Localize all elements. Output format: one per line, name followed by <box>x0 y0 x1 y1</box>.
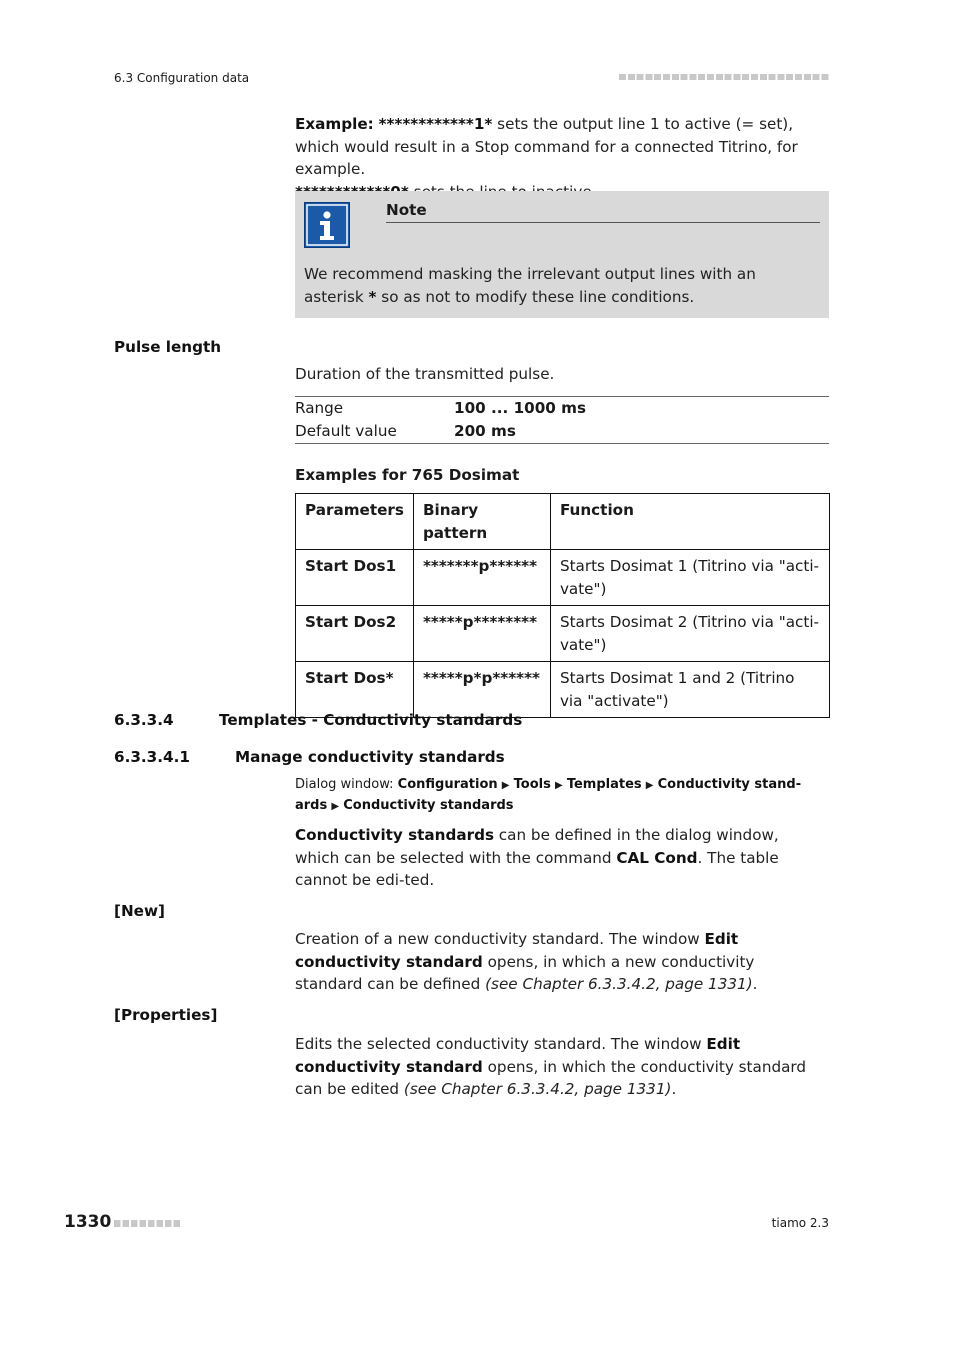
path-arrow-icon: ▶ <box>554 780 563 791</box>
section-6334-number: 6.3.3.4 <box>114 711 174 729</box>
table-row <box>296 550 830 606</box>
path-conductivity-standards: Conductivity standards <box>343 798 514 813</box>
intro-text-2: . The table cannot be edi-ted. <box>295 848 779 889</box>
default-label: Default value <box>295 422 397 440</box>
table-header-row <box>296 494 830 550</box>
param-cell: Start Dos2 <box>296 606 414 662</box>
section-63341-number: 6.3.3.4.1 <box>114 748 190 766</box>
properties-window-name: Edit conductivity standard <box>295 1035 741 1076</box>
pulse-description: Duration of the transmitted pulse. <box>295 365 555 383</box>
pulse-property-table <box>295 396 829 444</box>
param-cell: Start Dos* <box>296 662 414 718</box>
path-templates: Templates <box>566 777 642 792</box>
col-header-parameters: Parameters <box>296 494 414 550</box>
section-6334-title: Templates - Conductivity standards <box>219 711 523 729</box>
new-text-2: opens, in which a new conductivity standard can be defined <box>295 952 755 993</box>
table-row <box>296 606 830 662</box>
default-value: 200 ms <box>454 422 516 440</box>
pattern-cell: *****p******** <box>413 606 550 662</box>
properties-text-2: opens, in which the conductivity standard can be edited <box>295 1057 807 1098</box>
new-text-3: . <box>752 975 758 993</box>
new-window-name: Edit conductivity standard <box>295 930 739 971</box>
new-text-1: Creation of a new conductivity standard. The window <box>295 930 705 948</box>
function-cell: Starts Dosimat 1 (Titrino via "acti-vate") <box>550 550 829 606</box>
pattern-cell: *******p****** <box>413 550 550 606</box>
new-chapter-link[interactable]: (see Chapter 6.3.3.4.2, page 1331) <box>485 975 753 993</box>
properties-text-1: Edits the selected conductivity standard. The window <box>295 1035 707 1053</box>
note-text-part-2: so as not to modify these line conditions. <box>376 287 695 306</box>
range-value: 100 ... 1000 ms <box>454 399 587 417</box>
range-row <box>295 397 829 420</box>
section-63341-title: Manage conductivity standards <box>235 748 505 766</box>
header-dots-decoration <box>619 74 829 80</box>
new-heading: [New] <box>114 902 165 920</box>
example-text-1: sets the output line 1 to active (= set), which would result in a Stop command for a connected Titrino, for example. <box>295 115 798 178</box>
dosimat-table <box>295 493 830 718</box>
note-title: Note <box>386 201 427 219</box>
note-asterisk: * <box>368 287 377 306</box>
intro-paragraph <box>295 824 823 892</box>
function-cell: Starts Dosimat 2 (Titrino via "acti-vate") <box>550 606 829 662</box>
note-divider <box>386 222 820 223</box>
footer-dots-decoration <box>114 1220 182 1227</box>
example-label: Example: <box>295 115 374 133</box>
properties-text-3: . <box>671 1080 677 1098</box>
path-conductivity-standards-folder: Conductivity stand-ards <box>295 777 802 813</box>
note-text <box>304 263 819 308</box>
dosimat-table-title: Examples for 765 Dosimat <box>295 466 520 484</box>
properties-heading: [Properties] <box>114 1006 218 1024</box>
running-header: 6.3 Configuration data <box>114 71 250 85</box>
path-tools: Tools <box>513 777 551 792</box>
pulse-length-heading: Pulse length <box>114 338 222 356</box>
pattern-cell: *****p*p****** <box>413 662 550 718</box>
table-row <box>296 662 830 718</box>
intro-bold-1: Conductivity standards <box>295 826 494 844</box>
param-cell: Start Dos1 <box>296 550 414 606</box>
path-arrow-icon: ▶ <box>645 780 654 791</box>
page-number: 1330 <box>64 1212 112 1232</box>
properties-chapter-link[interactable]: (see Chapter 6.3.3.4.2, page 1331) <box>403 1080 672 1098</box>
properties-paragraph <box>295 1033 823 1101</box>
range-label: Range <box>295 399 344 417</box>
example-paragraph <box>295 113 820 203</box>
intro-text-1: can be defined in the dialog window, which can be selected with the command <box>295 826 779 867</box>
product-name: tiamo 2.3 <box>771 1216 829 1230</box>
default-row <box>295 420 829 443</box>
path-arrow-icon: ▶ <box>331 801 340 812</box>
example-pattern-1: ************1* <box>378 115 493 133</box>
intro-bold-command: CAL Cond <box>616 848 698 867</box>
note-text-part-1: We recommend masking the irrelevant output lines with an asterisk <box>304 265 756 306</box>
new-paragraph <box>295 928 823 996</box>
col-header-binary-pattern: Binary pattern <box>413 494 550 550</box>
dialog-prefix: Dialog window: <box>295 777 398 792</box>
info-icon <box>304 202 350 248</box>
dialog-window-path <box>295 775 815 817</box>
path-arrow-icon: ▶ <box>501 780 510 791</box>
function-cell: Starts Dosimat 1 and 2 (Titrino via "activate") <box>550 662 829 718</box>
col-header-function: Function <box>550 494 829 550</box>
path-configuration: Configuration <box>397 777 498 792</box>
